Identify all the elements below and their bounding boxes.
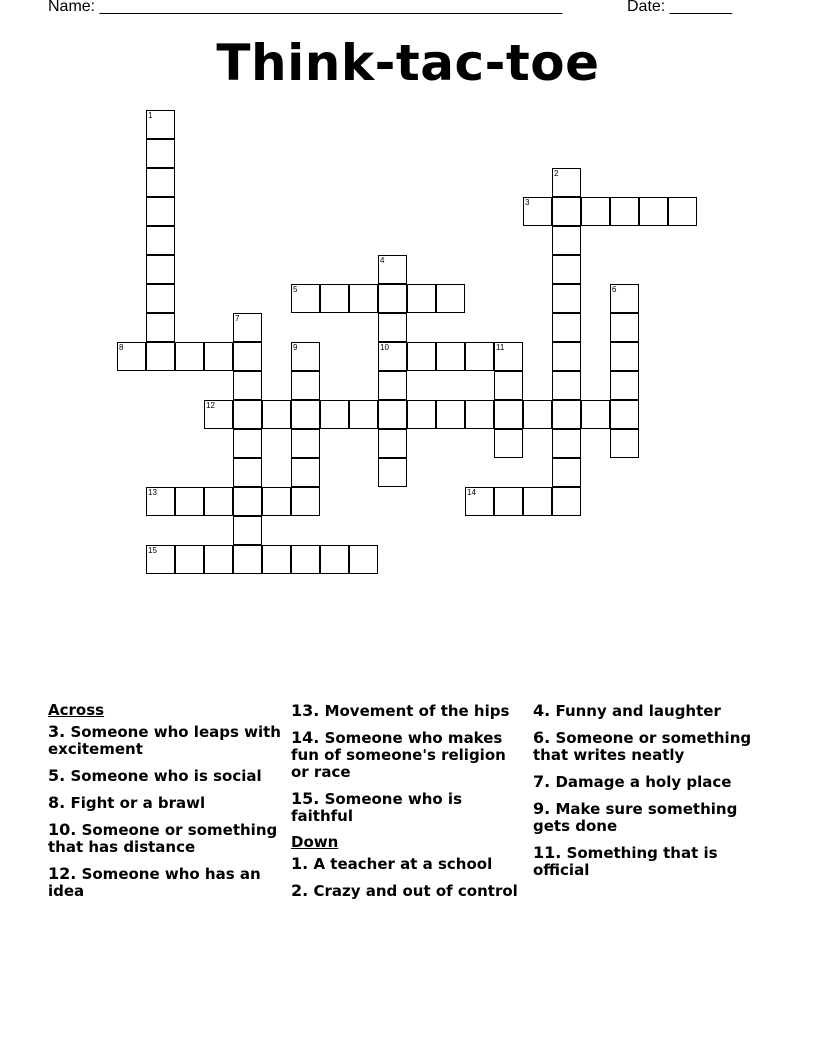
grid-cell[interactable] (378, 313, 407, 342)
grid-cell[interactable] (407, 400, 436, 429)
grid-cell[interactable] (552, 400, 581, 429)
grid-cell[interactable] (610, 313, 639, 342)
clue-text: Make sure something gets done (533, 800, 738, 835)
clue-text: Someone or something that writes neatly (533, 729, 752, 764)
grid-cell[interactable] (639, 197, 668, 226)
grid-cell[interactable] (233, 313, 262, 342)
grid-cell[interactable] (204, 400, 233, 429)
clue-number: 12. (48, 864, 77, 883)
grid-cell[interactable] (320, 545, 349, 574)
clue-text: Funny and laughter (555, 702, 721, 720)
clue-number: 11. (533, 843, 562, 862)
grid-cell[interactable] (494, 342, 523, 371)
grid-cell[interactable] (204, 487, 233, 516)
grid-cell[interactable] (233, 342, 262, 371)
clue-text: Something that is official (533, 844, 718, 879)
clue-across-10 (48, 821, 283, 856)
grid-cell[interactable] (610, 429, 639, 458)
clue-down-6 (533, 729, 768, 764)
grid-cell[interactable] (349, 545, 378, 574)
grid-cell[interactable] (233, 458, 262, 487)
grid-cell[interactable] (146, 226, 175, 255)
grid-cell[interactable] (262, 487, 291, 516)
grid-cell[interactable] (146, 342, 175, 371)
grid-cell[interactable] (494, 400, 523, 429)
clue-across-15 (291, 790, 526, 825)
clue-number: 2. (291, 881, 309, 900)
grid-cell[interactable] (552, 429, 581, 458)
clue-text: Someone who is social (70, 767, 262, 785)
clue-down-4 (533, 702, 768, 720)
clue-number: 7. (533, 772, 551, 791)
grid-cell[interactable] (436, 400, 465, 429)
grid-cell[interactable] (233, 371, 262, 400)
grid-cell[interactable] (146, 313, 175, 342)
cell-number: 2 (554, 169, 559, 178)
clue-down-2 (291, 882, 526, 900)
clue-text: Crazy and out of control (313, 882, 518, 900)
grid-cell[interactable] (175, 342, 204, 371)
grid-cell[interactable] (291, 400, 320, 429)
grid-cell[interactable] (378, 342, 407, 371)
grid-cell[interactable] (552, 168, 581, 197)
clue-number: 6. (533, 728, 551, 747)
clue-across-3 (48, 723, 283, 758)
grid-cell[interactable] (436, 342, 465, 371)
clue-text: Movement of the hips (324, 702, 510, 720)
grid-cell[interactable] (233, 516, 262, 545)
grid-cell[interactable] (552, 197, 581, 226)
down-heading: Down (291, 833, 339, 851)
clue-text: Someone who has an idea (48, 865, 261, 900)
grid-cell[interactable] (436, 284, 465, 313)
cell-number: 9 (293, 343, 298, 352)
grid-cell[interactable] (465, 487, 494, 516)
grid-cell[interactable] (552, 255, 581, 284)
cell-number: 3 (525, 198, 530, 207)
grid-cell[interactable] (378, 371, 407, 400)
grid-cell[interactable] (552, 284, 581, 313)
across-heading: Across (48, 701, 105, 719)
cell-number: 7 (235, 314, 240, 323)
clue-across-14 (291, 729, 526, 781)
grid-cell[interactable] (552, 226, 581, 255)
clue-number: 8. (48, 793, 66, 812)
date-field[interactable]: Date: _______ (627, 0, 732, 15)
clue-number: 14. (291, 728, 320, 747)
clue-number: 5. (48, 766, 66, 785)
grid-cell[interactable] (233, 429, 262, 458)
cell-number: 4 (380, 256, 385, 265)
clue-text: Someone who makes fun of someone's religion or race (291, 729, 506, 781)
grid-cell[interactable] (320, 284, 349, 313)
grid-cell[interactable] (610, 342, 639, 371)
grid-cell[interactable] (465, 342, 494, 371)
clue-down-11 (533, 844, 768, 879)
cell-number: 13 (148, 488, 157, 497)
cell-number: 5 (293, 285, 298, 294)
grid-cell[interactable] (233, 487, 262, 516)
cell-number: 12 (206, 401, 215, 410)
grid-cell[interactable] (175, 545, 204, 574)
grid-cell[interactable] (117, 342, 146, 371)
grid-cell[interactable] (291, 284, 320, 313)
grid-cell[interactable] (204, 342, 233, 371)
name-field[interactable]: Name: ____________________________________________________ (48, 0, 563, 15)
grid-cell[interactable] (610, 400, 639, 429)
clue-across-8 (48, 794, 283, 812)
grid-cell[interactable] (349, 400, 378, 429)
grid-cell[interactable] (146, 197, 175, 226)
grid-cell[interactable] (552, 458, 581, 487)
grid-cell[interactable] (291, 342, 320, 371)
page-title: Think-tac-toe (216, 34, 600, 92)
grid-cell[interactable] (581, 400, 610, 429)
grid-cell[interactable] (146, 110, 175, 139)
grid-cell[interactable] (146, 284, 175, 313)
grid-cell[interactable] (175, 487, 204, 516)
grid-cell[interactable] (378, 400, 407, 429)
grid-cell[interactable] (494, 429, 523, 458)
grid-cell[interactable] (320, 400, 349, 429)
grid-cell[interactable] (523, 487, 552, 516)
clue-text: Someone who leaps with excitement (48, 723, 281, 758)
grid-cell[interactable] (291, 429, 320, 458)
grid-cell[interactable] (552, 487, 581, 516)
grid-cell[interactable] (552, 371, 581, 400)
cell-number: 10 (380, 343, 389, 352)
grid-cell[interactable] (378, 284, 407, 313)
grid-cell[interactable] (610, 284, 639, 313)
grid-cell[interactable] (291, 371, 320, 400)
grid-cell[interactable] (378, 255, 407, 284)
clue-number: 3. (48, 722, 66, 741)
grid-cell[interactable] (262, 400, 291, 429)
grid-cell[interactable] (262, 545, 291, 574)
grid-cell[interactable] (523, 197, 552, 226)
grid-cell[interactable] (291, 487, 320, 516)
clue-text: Damage a holy place (555, 773, 732, 791)
clue-text: Fight or a brawl (70, 794, 206, 812)
grid-cell[interactable] (349, 284, 378, 313)
grid-cell[interactable] (581, 197, 610, 226)
clue-across-13 (291, 702, 526, 720)
clue-number: 10. (48, 820, 77, 839)
clue-down-7 (533, 773, 768, 791)
clue-number: 13. (291, 701, 320, 720)
grid-cell[interactable] (610, 371, 639, 400)
clue-text: Someone who is faithful (291, 790, 463, 825)
grid-cell[interactable] (552, 313, 581, 342)
grid-cell[interactable] (407, 342, 436, 371)
clue-number: 15. (291, 789, 320, 808)
grid-cell[interactable] (233, 545, 262, 574)
clue-down-1 (291, 855, 526, 873)
clue-number: 4. (533, 701, 551, 720)
grid-cell[interactable] (552, 342, 581, 371)
clue-column-3 (533, 700, 768, 888)
cell-number: 1 (148, 111, 153, 120)
cell-number: 15 (148, 546, 157, 555)
clue-across-12 (48, 865, 283, 900)
clue-text: A teacher at a school (313, 855, 493, 873)
grid-cell[interactable] (291, 545, 320, 574)
clue-column-2 (291, 700, 526, 909)
grid-cell[interactable] (378, 429, 407, 458)
grid-cell[interactable] (523, 400, 552, 429)
cell-number: 14 (467, 488, 476, 497)
grid-cell[interactable] (494, 371, 523, 400)
grid-cell[interactable] (233, 400, 262, 429)
grid-cell[interactable] (146, 545, 175, 574)
cell-number: 6 (612, 285, 617, 294)
grid-cell[interactable] (465, 400, 494, 429)
grid-cell[interactable] (494, 487, 523, 516)
grid-cell[interactable] (407, 284, 436, 313)
grid-cell[interactable] (378, 458, 407, 487)
cell-number: 8 (119, 343, 124, 352)
clue-number: 9. (533, 799, 551, 818)
grid-cell[interactable] (204, 545, 233, 574)
cell-number: 11 (496, 343, 505, 352)
clue-down-9 (533, 800, 768, 835)
grid-cell[interactable] (146, 168, 175, 197)
clue-column-1 (48, 700, 283, 909)
grid-cell[interactable] (146, 255, 175, 284)
grid-cell[interactable] (668, 197, 697, 226)
grid-cell[interactable] (146, 139, 175, 168)
grid-cell[interactable] (146, 487, 175, 516)
clue-number: 1. (291, 854, 309, 873)
clue-across-5 (48, 767, 283, 785)
grid-cell[interactable] (291, 458, 320, 487)
clue-text: Someone or something that has distance (48, 821, 278, 856)
grid-cell[interactable] (610, 197, 639, 226)
